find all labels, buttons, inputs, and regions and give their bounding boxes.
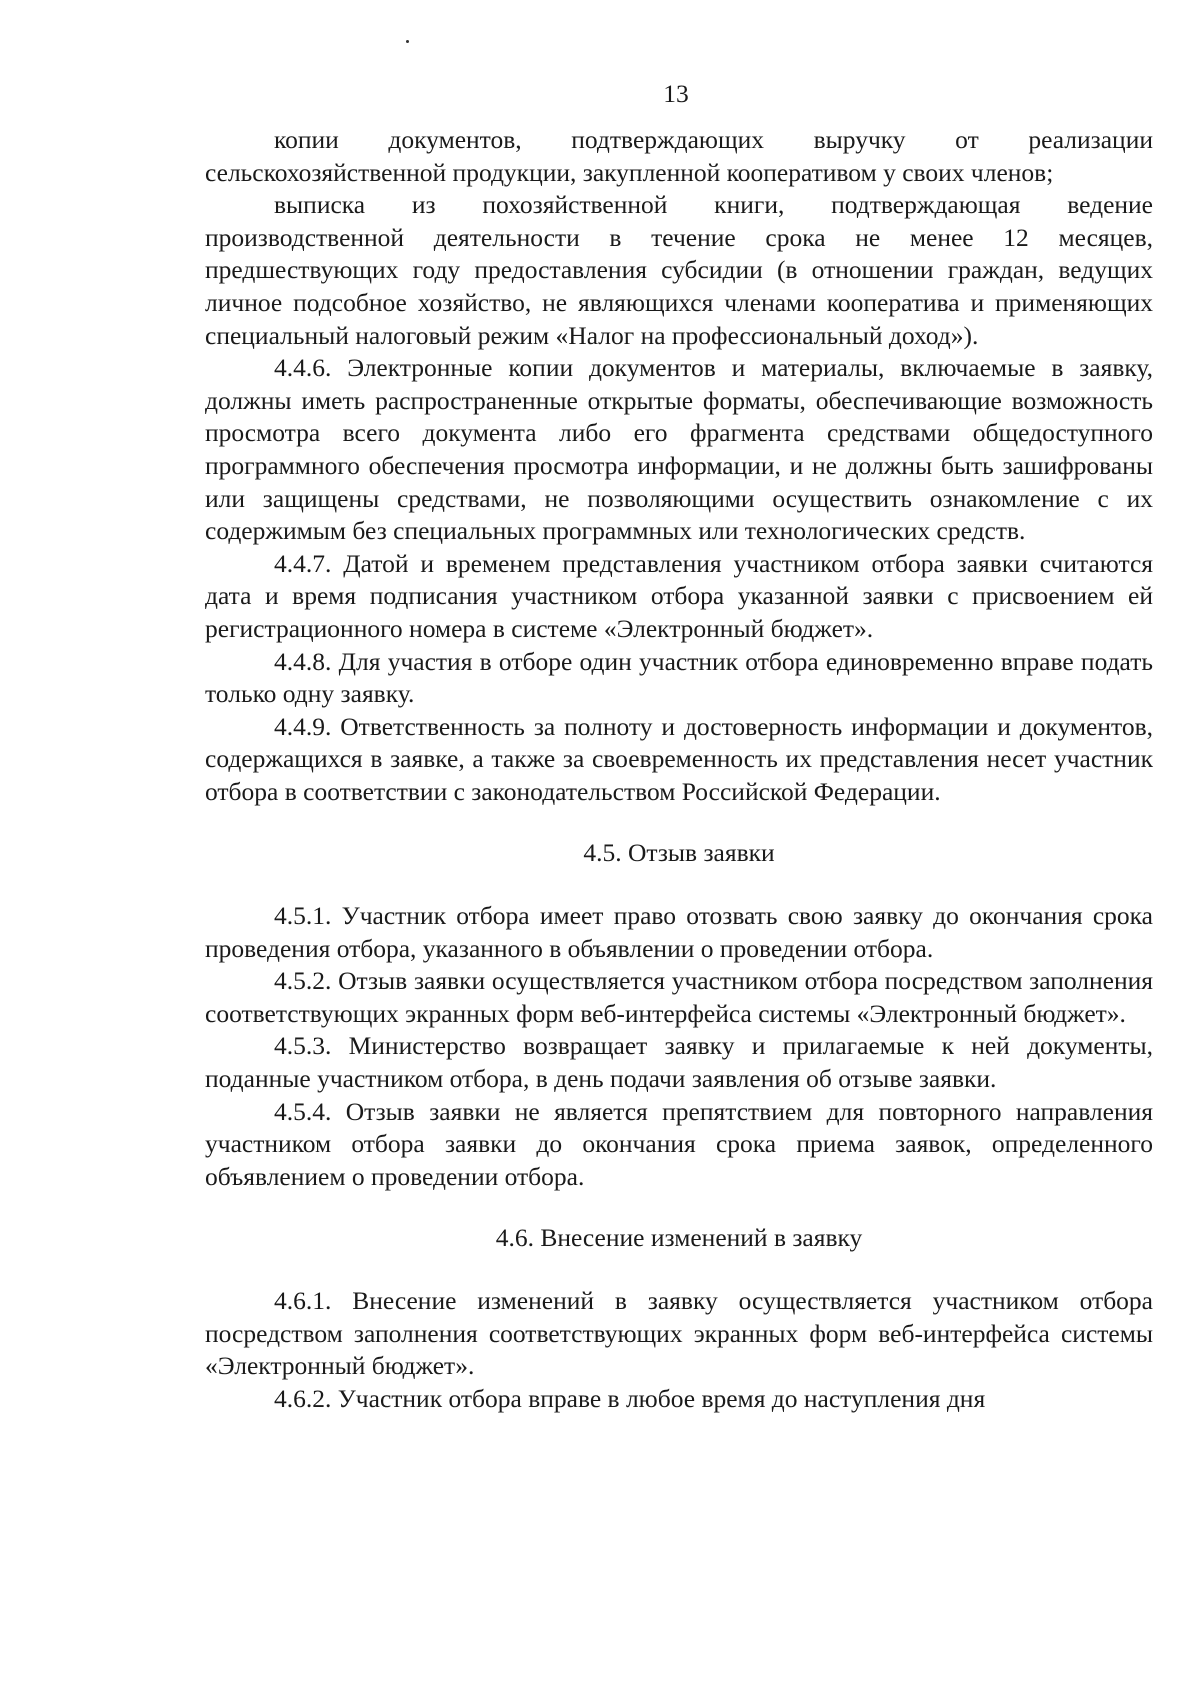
paragraph-4-4-7: 4.4.7. Датой и временем представления участником отбора заявки считаются дата и время подписания участником отбора указанной заявки с присвоением ей регистрационного номера в системе «Электронный бюджет». (205, 548, 1153, 643)
document-body (205, 124, 1153, 1415)
paragraph-4-5-1: 4.5.1. Участник отбора имеет право отозвать свою заявку до окончания срока проведения отбора, указанного в объявлении о проведении отбора. (205, 901, 1153, 963)
paragraph-4-4-8: 4.4.8. Для участия в отборе один участник отбора единовременно вправе подать только одну заявку. (205, 646, 1153, 709)
page-number: 13 (663, 79, 689, 108)
scan-speck (406, 40, 409, 43)
paragraph-4-5-2: 4.5.2. Отзыв заявки осуществляется участником отбора посредством заполнения соответствующих экранных форм веб-интерфейса системы «Электронный бюджет». (205, 966, 1153, 1028)
paragraph-4-4-6: 4.4.6. Электронные копии документов и материалы, включаемые в заявку, должны иметь распространенные открытые форматы, обеспечивающие возможность просмотра всего документа либо его фрагмента средствами общедоступного программного обеспечения просмотра информации, и не должны быть зашифрованы или защищены средствами, не позволяющими осуществить ознакомление с их содержимым без специальных программных или технологических средств. (205, 353, 1153, 546)
section-heading-4-5: 4.5. Отзыв заявки (583, 838, 775, 868)
paragraph-4-5-3: 4.5.3. Министерство возвращает заявку и прилагаемые к ней документы, поданные участником отбора, в день подачи заявления об отзыве заявки. (205, 1031, 1153, 1094)
section-heading-4-6: 4.6. Внесение изменений в заявку (495, 1223, 863, 1253)
paragraph-4-4-9: 4.4.9. Ответственность за полноту и достоверность информации и документов, содержащихся в заявке, а также за своевременность их представления несет участник отбора в соответствии с законодательством Российской Федерации. (205, 711, 1153, 806)
paragraph: выписка из похозяйственной книги, подтверждающая ведение производственной деятельности в течение срока не менее 12 месяцев, предшествующих году предоставления субсидии (в отношении граждан, ведущих личное подсобное хозяйство, не являющихся членами кооператива и применяющих специальный налоговый режим «Налог на профессиональный доход»). (205, 190, 1153, 350)
paragraph-4-6-2: 4.6.2. Участник отбора вправе в любое время до наступления дня (274, 1383, 986, 1413)
paragraph-4-6-1: 4.6.1. Внесение изменений в заявку осуществляется участником отбора посредством заполнения соответствующих экранных форм веб-интерфейса системы «Электронный бюджет». (205, 1286, 1153, 1381)
paragraph: копии документов, подтверждающих выручку от реализации сельскохозяйственной продукции, закупленной кооперативом у своих членов; (205, 125, 1153, 187)
paragraph-4-5-4: 4.5.4. Отзыв заявки не является препятствием для повторного направления участником отбора заявки до окончания срока приема заявок, определенного объявлением о проведении отбора. (205, 1096, 1153, 1191)
